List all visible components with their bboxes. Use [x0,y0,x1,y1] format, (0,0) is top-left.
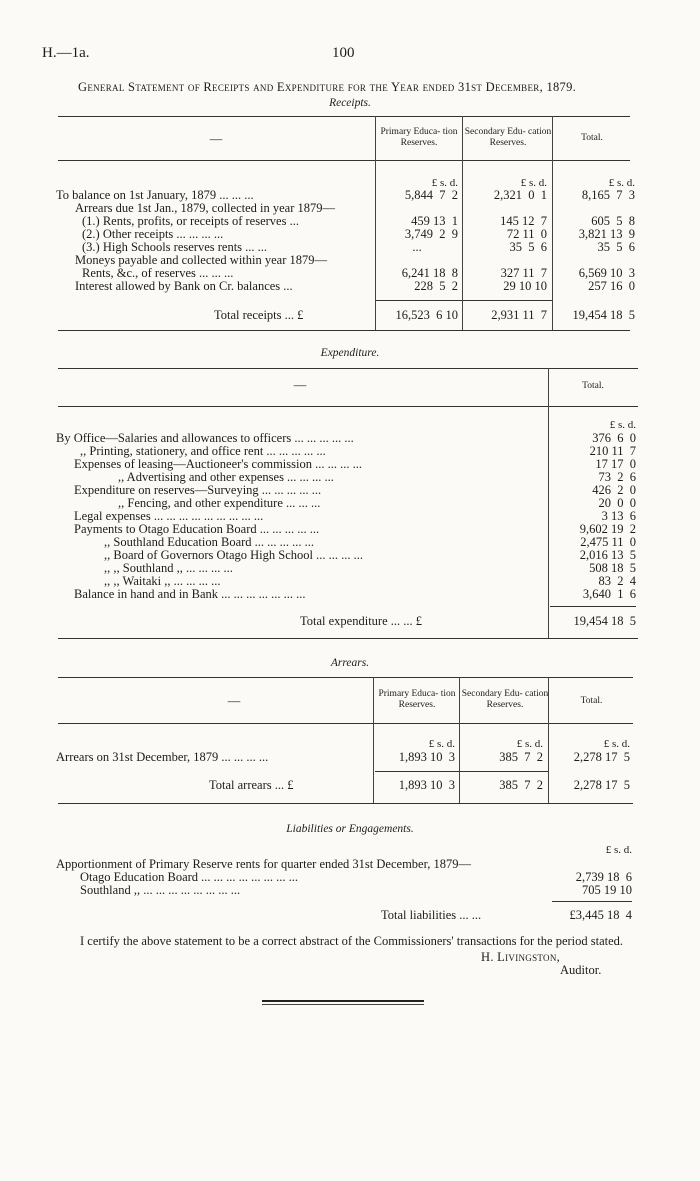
arrears-lsd-secondary: £ s. d. [516,738,543,750]
col-primary-header: Primary Educa- tion Reserves. [380,127,458,148]
receipts-total-total: 19,454 18 5 [572,308,635,322]
expenditure-label: ,, Board of Governors Otago High School ... ... ... ... [104,548,363,562]
receipt-primary: ... [412,240,422,254]
liabilities-intro: Apportionment of Primary Reserve rents for quarter ended 31st December, 1879— [56,857,472,871]
receipt-total: 257 16 0 [588,279,635,293]
expenditure-total: 73 2 6 [598,470,636,484]
expenditure-total: 508 18 5 [589,561,636,575]
receipt-total: 6,569 10 3 [578,266,635,280]
expenditure-label: Payments to Otago Education Board ... ... ... ... ... [74,522,320,536]
expenditure-label: ,, Fencing, and other expenditure ... ... ... [118,496,321,510]
receipt-primary: 5,844 7 2 [404,188,458,202]
expenditure-label: By Office—Salaries and allowances to officers ... ... ... ... ... [56,431,354,445]
expenditure-lsd: £ s. d. [609,419,636,431]
liability-total: 2,739 18 6 [575,870,632,884]
expenditure-total: 83 2 4 [598,574,636,588]
arrears-secondary: 385 7 2 [499,750,543,764]
receipt-secondary: 29 10 10 [503,279,547,293]
arrears-col-secondary: Secondary Edu- cation Reserves. [461,689,549,710]
arrears-total-label: Total arrears ... £ [209,778,294,792]
receipt-primary: 228 5 2 [414,279,458,293]
receipt-secondary: 2,321 0 1 [493,188,547,202]
receipts-rule-header [58,160,630,161]
expenditure-dash: — [293,378,307,392]
expenditure-total: 3 13 6 [601,509,636,523]
expenditure-label: ,, ,, Waitaki ,, ... ... ... ... [104,574,221,588]
arrears-dash: — [227,694,241,708]
arrears-lsd-total: £ s. d. [603,738,630,750]
arrears-primary: 1,893 10 3 [398,750,455,764]
liabilities-heading: Liabilities or Engagements. [286,823,414,835]
receipt-total: 605 5 8 [591,214,635,228]
expenditure-label: ,, Printing, stationery, and office rent ... ... ... ... ... [80,444,326,458]
closing-rule [262,1000,424,1002]
receipt-primary: 3,749 2 9 [404,227,458,241]
receipt-secondary: 72 11 0 [506,227,547,241]
receipts-dash: — [209,132,223,146]
receipt-label: (1.) Rents, profits, or receipts of reserves ... [82,214,299,228]
receipt-primary: 459 13 1 [411,214,458,228]
expenditure-label: Legal expenses ... ... ... ... ... ... ... ... ... [74,509,264,523]
liabilities-total-label: Total liabilities ... ... [381,908,482,922]
page-code: H.—1a. [42,45,90,61]
liability-label: Otago Education Board ... ... ... ... ... ... ... ... [80,870,299,884]
receipt-label: Interest allowed by Bank on Cr. balances ... [75,279,293,293]
auditor-role: Auditor. [560,963,602,977]
expenditure-total-label: Total expenditure ... ... £ [300,614,423,628]
expenditure-label: Expenditure on reserves—Surveying ... ... ... ... ... [74,483,322,497]
liabilities-lsd: £ s. d. [605,844,632,856]
expenditure-total: 2,475 11 0 [580,535,636,549]
receipt-label: Moneys payable and collected within year 1879— [75,253,328,267]
arrears-col-total: Total. [580,696,603,706]
receipts-rule-top [58,116,630,117]
arrears-total-primary: 1,893 10 3 [398,778,455,792]
receipt-label: To balance on 1st January, 1879 ... ... ... [56,188,254,202]
receipt-total: 3,821 13 9 [578,227,635,241]
arrears-lsd-primary: £ s. d. [428,738,455,750]
page-number: 100 [332,45,355,61]
certification-text: I certify the above statement to be a correct abstract of the Commissioners' transactions for the period stated. [80,934,624,948]
expenditure-total: 17 17 0 [595,457,636,471]
receipt-total: 8,165 7 3 [581,188,635,202]
expenditure-label: ,, ,, Southland ,, ... ... ... ... [104,561,233,575]
expenditure-total: 2,016 13 5 [579,548,636,562]
expenditure-total: 426 2 0 [592,483,636,497]
expenditure-label: ,, Advertising and other expenses ... ... ... ... [118,470,334,484]
receipt-secondary: 35 5 6 [509,240,547,254]
receipts-lsd-secondary: £ s. d. [520,177,547,189]
receipt-secondary: 327 11 7 [500,266,547,280]
arrears-total-secondary: 385 7 2 [499,778,543,792]
receipt-label: (3.) High Schools reserves rents ... ... [82,240,268,254]
receipt-label: (2.) Other receipts ... ... ... ... [82,227,224,241]
col-secondary-header: Secondary Edu- cation Reserves. [464,127,552,148]
arrears-col-primary: Primary Educa- tion Reserves. [378,689,456,710]
statement-title: General Statement of Receipts and Expenditure for the Year ended 31st December, 1879. [78,80,577,94]
liability-total: 705 19 10 [582,883,632,897]
auditor-name: H. Livingston, [481,950,561,964]
receipt-primary: 6,241 18 8 [401,266,458,280]
expenditure-heading: Expenditure. [320,347,380,359]
expenditure-label: Expenses of leasing—Auctioneer's commission ... ... ... ... [74,457,362,471]
receipts-total-secondary: 2,931 11 7 [491,308,547,322]
receipt-label: Rents, &c., of reserves ... ... ... [82,266,234,280]
expenditure-total: 9,602 19 2 [579,522,636,536]
arrears-total-total: 2,278 17 5 [573,778,630,792]
expenditure-label: Balance in hand and in Bank ... ... ... ... ... ... ... [74,587,306,601]
arrears-label: Arrears on 31st December, 1879 ... ... ... ... [56,750,269,764]
expenditure-total: 20 0 0 [598,496,636,510]
receipts-lsd-primary: £ s. d. [431,177,458,189]
expenditure-total: 210 11 7 [589,444,636,458]
expenditure-total-total: 19,454 18 5 [573,614,636,628]
col-total-header: Total. [581,133,603,143]
receipts-lsd-total: £ s. d. [608,177,635,189]
liabilities-total-total: £3,445 18 4 [569,908,632,922]
expenditure-col-total: Total. [582,381,604,391]
expenditure-label: ,, Southland Education Board ... ... ... ... ... [104,535,315,549]
receipt-total: 35 5 6 [597,240,635,254]
arrears-heading: Arrears. [330,657,370,669]
receipt-secondary: 145 12 7 [500,214,547,228]
expenditure-total: 3,640 1 6 [582,587,636,601]
receipts-heading: Receipts. [329,97,371,109]
expenditure-total: 376 6 0 [592,431,636,445]
receipt-label: Arrears due 1st Jan., 1879, collected in year 1879— [75,201,335,215]
arrears-total: 2,278 17 5 [573,750,630,764]
receipts-total-primary: 16,523 6 10 [395,308,458,322]
liability-label: Southland ,, ... ... ... ... ... ... ... ... [80,883,241,897]
receipts-total-label: Total receipts ... £ [214,308,304,322]
